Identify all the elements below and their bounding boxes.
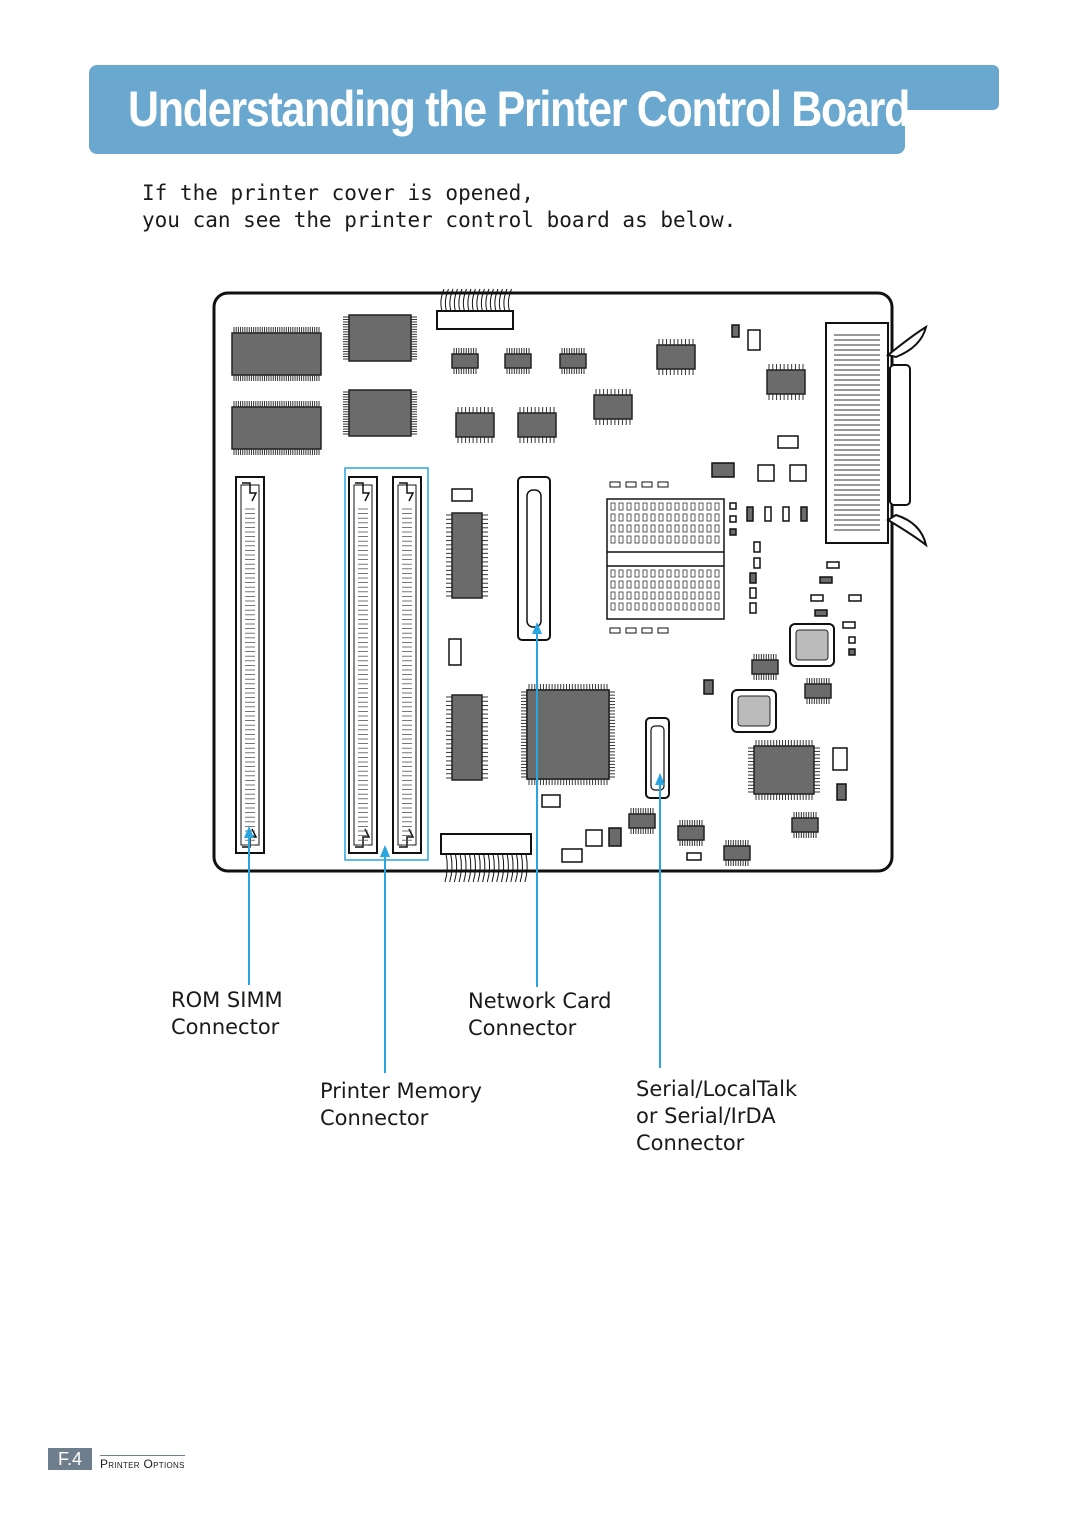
discrete-1 xyxy=(748,330,760,350)
discrete-35 xyxy=(750,603,756,613)
discrete-0 xyxy=(732,325,739,337)
discrete-5 xyxy=(790,465,806,481)
socket-inner-1 xyxy=(738,696,770,726)
socket-inner-0 xyxy=(796,630,828,660)
discrete-31 xyxy=(754,542,760,552)
discrete-30 xyxy=(730,529,736,535)
serial-label-line2: or Serial/IrDA xyxy=(636,1104,776,1128)
printer-memory-label-line2: Connector xyxy=(320,1106,429,1130)
soic-chip-4 xyxy=(518,413,556,437)
network-card-label xyxy=(468,988,611,1042)
discrete-25 xyxy=(843,622,855,628)
chip-tall-1 xyxy=(452,513,482,598)
chip-tall-2 xyxy=(452,695,482,780)
discrete-33 xyxy=(750,573,756,583)
discrete-2 xyxy=(778,436,798,448)
top-ribbon-connector xyxy=(437,311,513,329)
soic-chip-11 xyxy=(678,826,704,840)
page-title: Understanding the Printer Control Board xyxy=(128,81,910,137)
soic-chip-12 xyxy=(792,818,818,832)
printer-memory-label xyxy=(320,1078,482,1132)
discrete-9 xyxy=(801,507,807,521)
discrete-7 xyxy=(765,507,771,521)
discrete-32 xyxy=(754,558,760,568)
discrete-21 xyxy=(820,577,832,583)
discrete-15 xyxy=(609,828,621,846)
intro-line-1: If the printer cover is opened, xyxy=(142,181,534,205)
rom-simm-label-line1: ROM SIMM xyxy=(171,988,283,1012)
parallel-port-shell xyxy=(890,365,910,505)
soic-chip-6 xyxy=(767,370,805,394)
printer-memory-label-line1: Printer Memory xyxy=(320,1079,482,1103)
discrete-28 xyxy=(730,503,736,509)
discrete-17 xyxy=(833,748,847,770)
discrete-22 xyxy=(811,595,823,601)
discrete-3 xyxy=(712,463,734,477)
discrete-18 xyxy=(837,784,846,800)
discrete-6 xyxy=(747,507,753,521)
soic-chip-10 xyxy=(629,814,655,828)
parallel-clip-top xyxy=(888,327,926,357)
discrete-19 xyxy=(687,853,701,860)
chip-u4 xyxy=(349,390,411,436)
discrete-13 xyxy=(542,795,560,807)
chip-u1 xyxy=(232,333,321,375)
network-card-label-line1: Network Card xyxy=(468,989,612,1013)
discrete-16 xyxy=(562,849,582,862)
chip-u3 xyxy=(349,315,411,361)
discrete-14 xyxy=(586,830,602,846)
discrete-11 xyxy=(449,639,461,665)
network-card-label-line2: Connector xyxy=(468,1016,577,1040)
discrete-26 xyxy=(849,637,855,643)
qfp-chip-2 xyxy=(754,746,814,794)
intro-line-2: you can see the printer control board as below. xyxy=(142,208,737,232)
soic-chip-3 xyxy=(456,413,494,437)
section-name: Printer Options xyxy=(100,1457,185,1471)
soic-chip-5 xyxy=(657,345,695,369)
grid-array xyxy=(607,499,724,619)
bottom-ribbon-connector xyxy=(441,834,531,854)
discrete-24 xyxy=(815,610,827,616)
soic-chip-7 xyxy=(594,395,632,419)
discrete-23 xyxy=(849,595,861,601)
soic-chip-8 xyxy=(752,660,778,674)
discrete-29 xyxy=(730,516,736,522)
serial-connector-label xyxy=(636,1076,797,1157)
parallel-clip-bottom xyxy=(888,515,926,545)
discrete-27 xyxy=(849,649,855,655)
discrete-12 xyxy=(704,680,713,694)
soic-chip-9 xyxy=(805,684,831,698)
serial-label-line1: Serial/LocalTalk xyxy=(636,1077,798,1101)
discrete-20 xyxy=(827,562,839,568)
rom-simm-label-line2: Connector xyxy=(171,1015,280,1039)
discrete-4 xyxy=(758,465,774,481)
chip-u2 xyxy=(232,407,321,449)
discrete-10 xyxy=(452,489,472,501)
soic-chip-1 xyxy=(505,354,531,368)
soic-chip-13 xyxy=(724,846,750,860)
soic-chip-0 xyxy=(452,354,478,368)
soic-chip-2 xyxy=(560,354,586,368)
cpu-chip-body xyxy=(527,690,609,779)
page-number: F.4 xyxy=(48,1448,92,1470)
network-connector-slot xyxy=(527,490,541,627)
serial-label-line3: Connector xyxy=(636,1131,745,1155)
rom-simm-label xyxy=(171,987,283,1041)
discrete-34 xyxy=(750,588,756,598)
discrete-8 xyxy=(783,507,789,521)
